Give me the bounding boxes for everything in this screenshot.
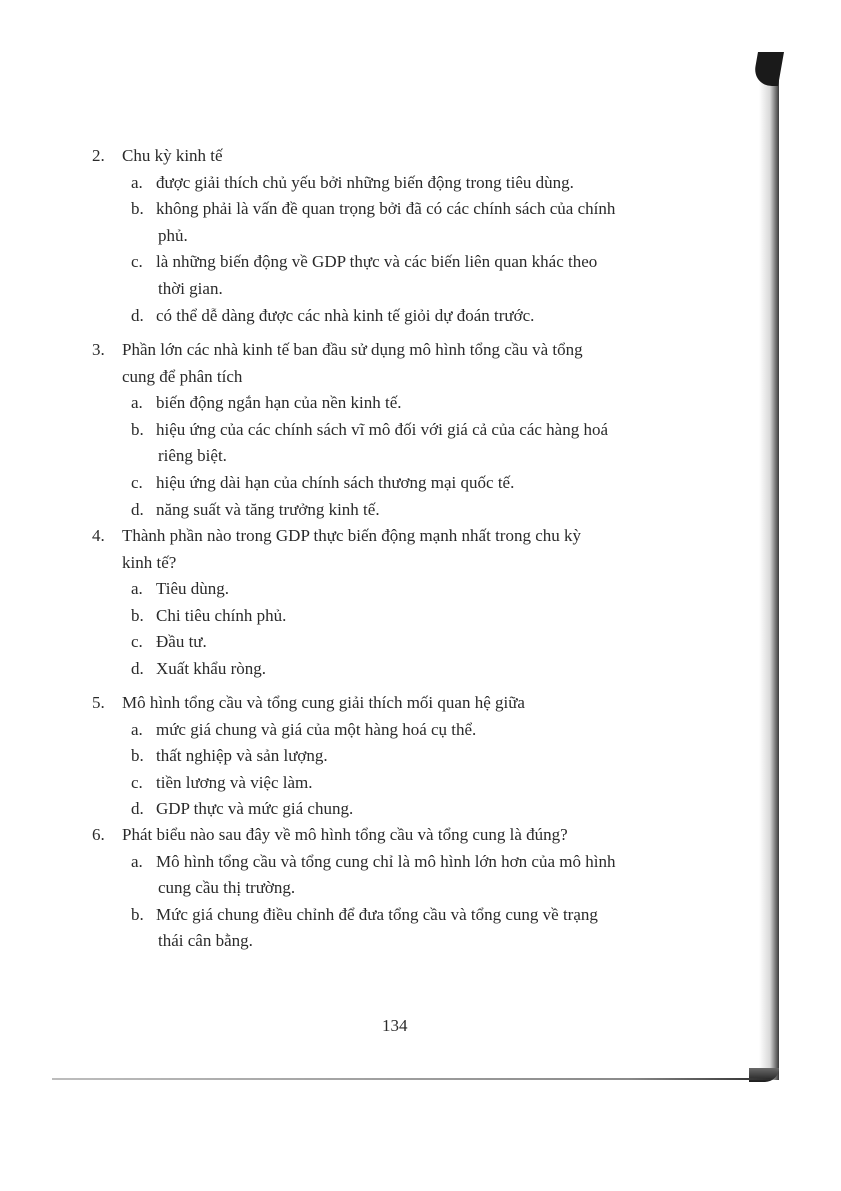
question-stem-line: Chu kỳ kinh tế (122, 146, 223, 165)
page-edge-shadow (759, 60, 779, 1080)
option-text-line: GDP thực và mức giá chung. (156, 799, 354, 819)
option-label: d. (131, 499, 144, 519)
question-number: 4. (92, 526, 105, 545)
option-label: d. (131, 799, 144, 819)
question-number: 2. (92, 146, 105, 165)
option-text-line: tiền lương và việc làm. (156, 772, 313, 792)
page-number: 134 (382, 1016, 408, 1035)
option-label: a. (131, 579, 143, 599)
question-number: 6. (92, 825, 105, 844)
option-text-line: thời gian. (158, 279, 223, 298)
question-stem-line: kinh tế? (122, 552, 177, 572)
option-label: c. (131, 252, 143, 272)
option-text-line: là những biến động về GDP thực và các biến liên quan khác theo (156, 252, 598, 272)
option-text-line: không phải là vấn đề quan trọng bởi đã có các chính sách của chính (156, 199, 616, 219)
option-label: b. (131, 199, 144, 219)
option-text-line: có thể dễ dàng được các nhà kinh tế giỏi dự đoán trước. (156, 305, 535, 325)
option-label: c. (131, 632, 143, 652)
option-label: b. (131, 904, 144, 924)
option-label: a. (131, 851, 143, 871)
option-text-line: cung cầu thị trường. (158, 878, 296, 898)
option-text-line: Xuất khẩu ròng. (156, 659, 267, 678)
question-stem-line: Thành phần nào trong GDP thực biến động mạnh nhất trong chu kỳ (122, 526, 581, 545)
option-label: c. (131, 772, 143, 792)
page-bottom-edge (52, 1078, 772, 1080)
option-text-line: Đầu tư. (156, 632, 207, 652)
option-text-line: hiệu ứng dài hạn của chính sách thương mại quốc tế. (156, 473, 515, 492)
question-stem-line: Phần lớn các nhà kinh tế ban đầu sử dụng mô hình tổng cầu và tổng (122, 340, 583, 359)
option-label: a. (131, 719, 143, 739)
option-text-line: biến động ngắn hạn của nền kinh tế. (156, 393, 402, 413)
option-text-line: thái cân bằng. (158, 931, 253, 951)
option-label: d. (131, 659, 144, 678)
option-label: b. (131, 419, 144, 439)
option-text-line: mức giá chung và giá của một hàng hoá cụ thể. (156, 719, 477, 739)
page-corner-fold (752, 52, 784, 86)
question-stem-line: cung để phân tích (122, 366, 243, 386)
option-text-line: Mô hình tổng cầu và tổng cung chỉ là mô hình lớn hơn của mô hình (156, 851, 616, 871)
option-text-line: hiệu ứng của các chính sách vĩ mô đối với giá cả của các hàng hoá (156, 419, 608, 439)
option-label: a. (131, 172, 143, 192)
option-text-line: năng suất và tăng trưởng kinh tế. (156, 499, 380, 519)
option-text-line: Chi tiêu chính phủ. (156, 605, 287, 625)
question-number: 5. (92, 693, 105, 712)
option-text-line: Mức giá chung điều chỉnh để đưa tổng cầu và tổng cung về trạng (156, 904, 598, 924)
option-label: b. (131, 605, 144, 625)
option-text-line: phủ. (158, 225, 188, 245)
question-stem-line: Mô hình tổng cầu và tổng cung giải thích mối quan hệ giữa (122, 693, 525, 712)
option-label: a. (131, 393, 143, 413)
option-text-line: được giải thích chủ yếu bởi những biến động trong tiêu dùng. (156, 172, 574, 192)
option-text-line: thất nghiệp và sản lượng. (156, 746, 328, 766)
option-label: d. (131, 305, 144, 325)
option-text-line: Tiêu dùng. (156, 579, 230, 599)
option-label: b. (131, 746, 144, 766)
question-stem-line: Phát biểu nào sau đây về mô hình tổng cầu và tổng cung là đúng? (122, 825, 568, 844)
question-number: 3. (92, 340, 105, 359)
option-label: c. (131, 473, 143, 492)
option-text-line: riêng biệt. (158, 446, 227, 466)
